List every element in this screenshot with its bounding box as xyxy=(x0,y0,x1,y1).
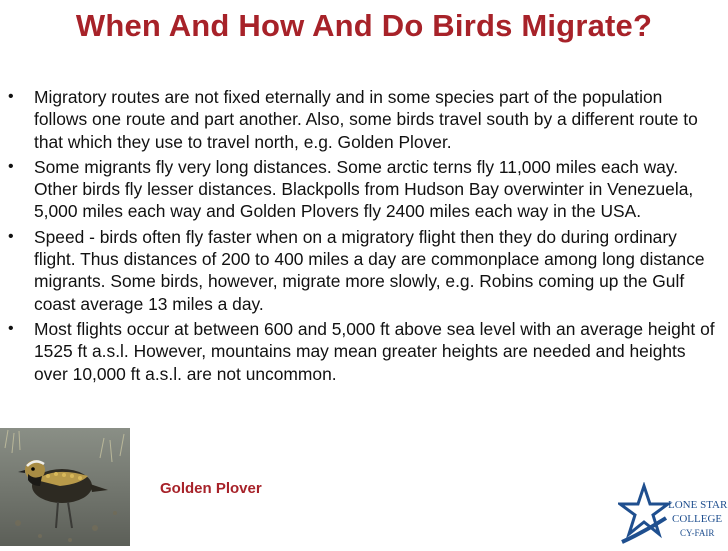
bullet-text: Some migrants fly very long distances. Some arctic terns fly 11,000 miles each way. Other birds fly lesser distances. Blackpolls from Hudson Bay overwinter in Venezuela, 5,000 miles each way and Golden Plovers fly 2400 miles each way in the USA. xyxy=(34,156,694,222)
lone-star-college-logo xyxy=(618,482,728,546)
logo-line-2: COLLEGE xyxy=(672,513,723,525)
bullet-icon: • xyxy=(8,157,14,175)
logo-line-3: CY-FAIR xyxy=(680,528,715,538)
bullet-text: Migratory routes are not fixed eternally and in some species part of the population follows one route and part another. Also, some birds travel south by a different route to that which they use to travel north, e.g. Golden Plover. xyxy=(34,87,698,152)
bullet-item xyxy=(8,86,720,153)
bullet-icon: • xyxy=(8,88,14,105)
bullet-icon: • xyxy=(8,319,14,337)
bullet-item xyxy=(8,156,720,223)
photo-caption: Golden Plover xyxy=(160,480,262,497)
golden-plover-photo xyxy=(0,428,130,546)
logo-line-1: LONE STAR xyxy=(668,499,728,511)
bullet-text: Most flights occur at between 600 and 5,000 ft above sea level with an average height of 1525 ft a.s.l. However, mountains may mean greater heights are needed and heights over 10,000 ft a.s.l. are not uncommon. xyxy=(34,318,715,384)
bullet-list xyxy=(8,86,720,388)
bullet-item xyxy=(8,318,720,385)
slide-title: When And How And Do Birds Migrate? xyxy=(75,8,653,43)
bullet-text: Speed - birds often fly faster when on a migratory flight then they do during ordinary flight. Thus distances of 200 to 400 miles a day are commonplace among long distance migrants. Some birds, however, migrate more slowly, e.g. Robins coming up the Gulf coast average 13 miles a day. xyxy=(34,226,705,314)
bullet-icon: • xyxy=(8,227,14,245)
bullet-item xyxy=(8,226,720,315)
star-icon xyxy=(620,486,668,534)
